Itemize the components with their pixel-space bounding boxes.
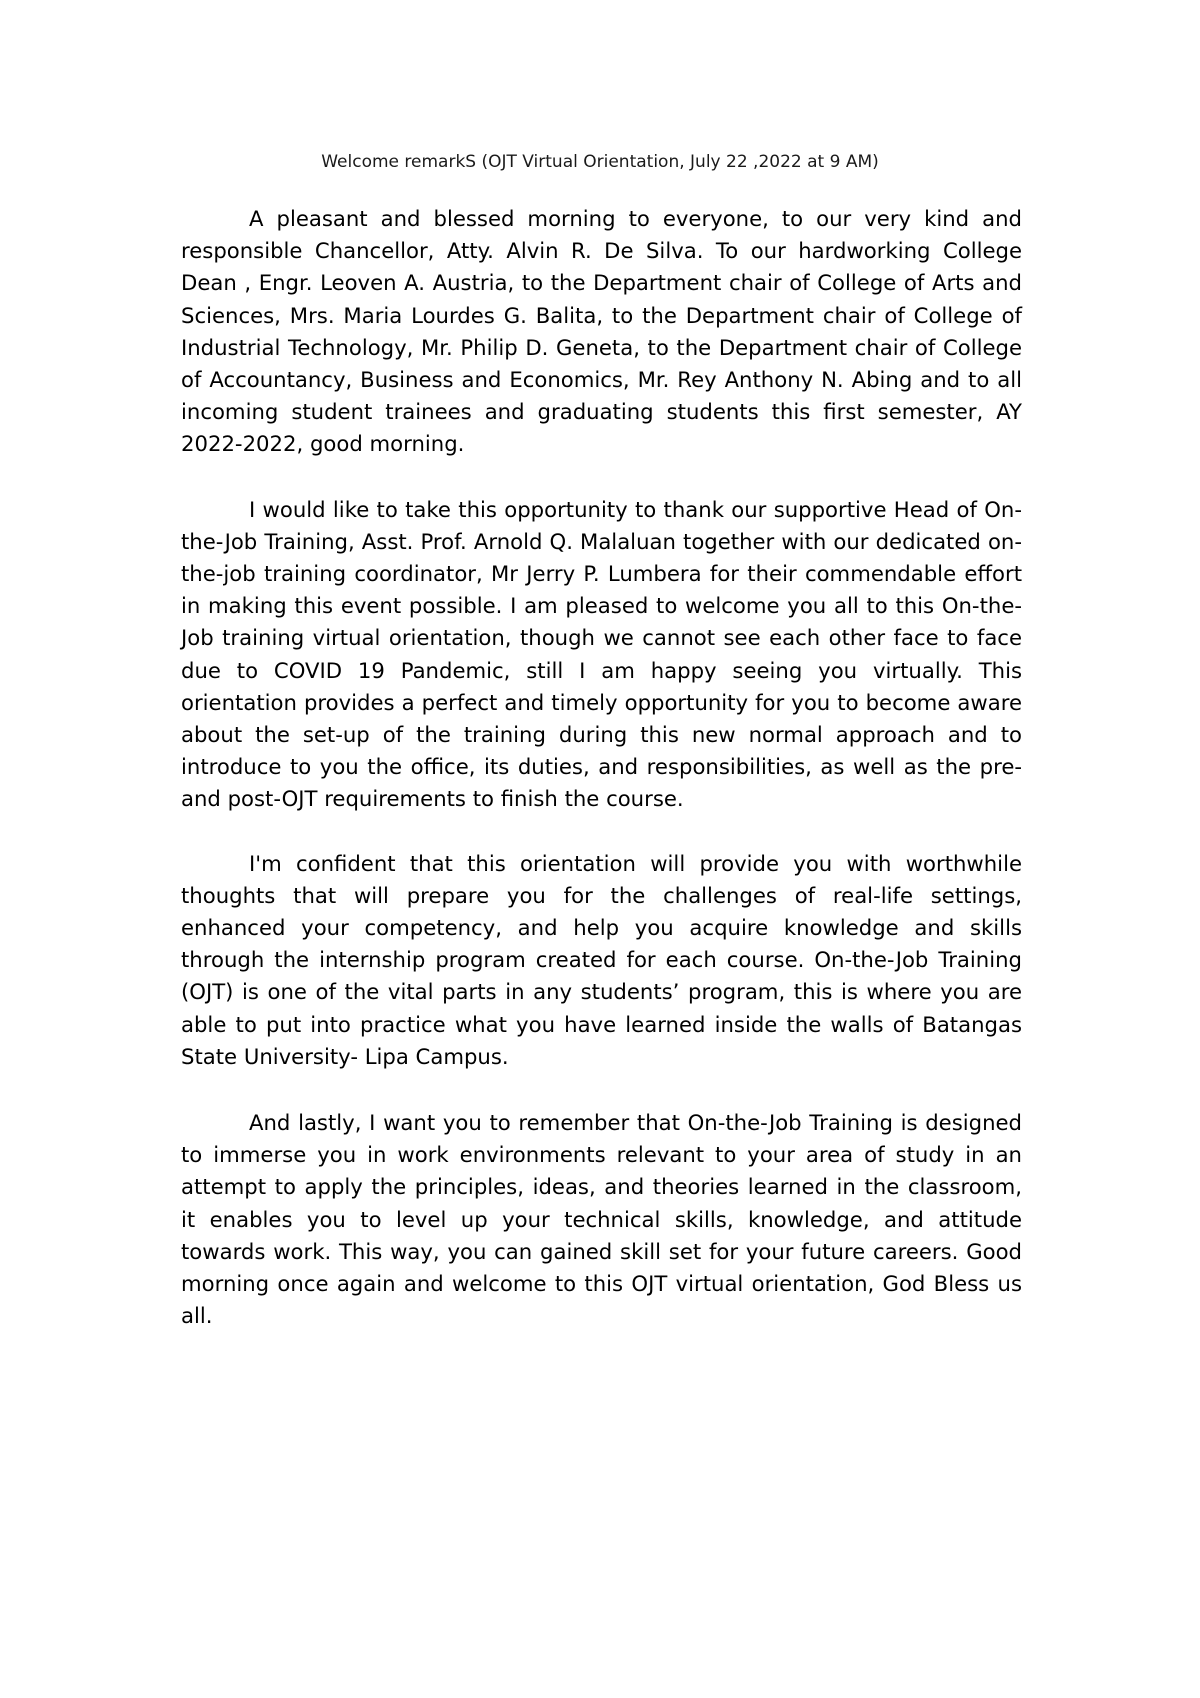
paragraph-confidence: I'm confident that this orientation will provide you with worthwhile thoughts that will prepare you for the challenges of real-life settings, enhanced your competency, and help you acquire knowledge and skills through the internship program created for each course. On-the-Job Training (OJT) is one of the vital parts in any students’ program, this is where you are able to put into practice what you have learned inside the walls of Batangas State University- Lipa Campus. [181,850,1022,1069]
paragraph-thanks: I would like to take this opportunity to thank our supportive Head of On-the-Job Training, Asst. Prof. Arnold Q. Malaluan together with our dedicated on-the-job training coordinator, Mr Jerry P. Lumbera for their commendable effort in making this event possible. I am pleased to welcome you all to this On-the-Job training virtual orientation, though we cannot see each other face to face due to COVID 19 Pandemic, still I am happy seeing you virtually. This orientation provides a perfect and timely opportunity for you to become aware about the set-up of the training during this new normal approach and to introduce to you the office, its duties, and responsibilities, as well as the pre- and post-OJT requirements to finish the course. [181,496,1022,812]
document-body [181,203,1022,1333]
document-title: Welcome remarkS (OJT Virtual Orientation, July 22 ,2022 at 9 AM) [321,152,879,172]
paragraph-closing: And lastly, I want you to remember that On-the-Job Training is designed to immerse you in work environments relevant to your area of study in an attempt to apply the principles, ideas, and theories learned in the classroom, it enables you to level up your technical skills, knowledge, and attitude towards work. This way, you can gained skill set for your future careers. Good morning once again and welcome to this OJT virtual orientation, God Bless us all. [181,1110,1022,1329]
paragraph-greeting: A pleasant and blessed morning to everyone, to our very kind and responsible Chancellor, Atty. Alvin R. De Silva. To our hardworking College Dean , Engr. Leoven A. Austria, to the Department chair of College of Arts and Sciences, Mrs. Maria Lourdes G. Balita, to the Department chair of College of Industrial Technology, Mr. Philip D. Geneta, to the Department chair of College of Accountancy, Business and Economics, Mr. Rey Anthony N. Abing and to all incoming student trainees and graduating students this first semester, AY 2022-2022, good morning. [181,206,1022,457]
